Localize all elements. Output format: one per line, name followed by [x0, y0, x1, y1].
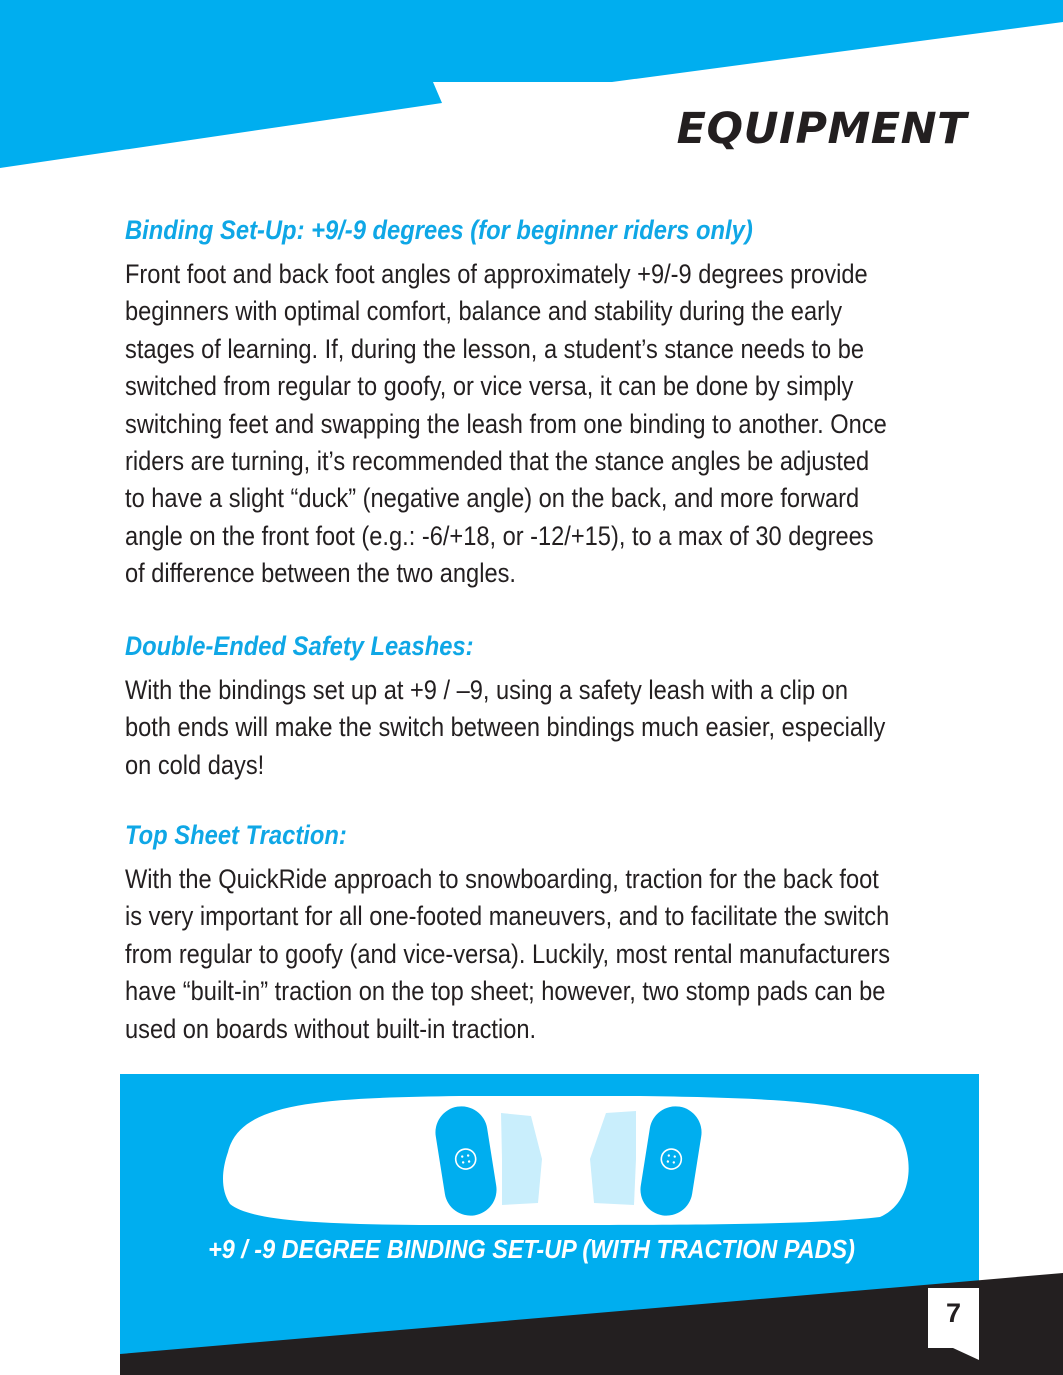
page-title: EQUIPMENT [676, 104, 967, 154]
body-line: on cold days! [125, 749, 265, 780]
section-heading: Top Sheet Traction: [125, 820, 347, 850]
body-line: used on boards without built-in traction. [125, 1013, 537, 1044]
section-heading: Binding Set-Up: +9/-9 degrees (for beginner riders only) [125, 215, 753, 245]
section-heading: Double-Ended Safety Leashes: [125, 631, 474, 661]
body-line: beginners with optimal comfort, balance and stability during the early [125, 296, 843, 327]
body-line: switched from regular to goofy, or vice versa, it can be done by simply [125, 371, 854, 402]
section-body [125, 256, 983, 593]
footer-banner [0, 1270, 1063, 1375]
snowboard-icon [223, 1096, 909, 1225]
body-line: Front foot and back foot angles of approximately +9/-9 degrees provide [125, 259, 868, 289]
body-line: have “built-in” traction on the top sheet; however, two stomp pads can be [125, 976, 886, 1007]
figure-caption: +9 / -9 DEGREE BINDING SET-UP (WITH TRACTION PADS) [208, 1234, 855, 1264]
body-line: angle on the front foot (e.g.: -6/+18, or -12/+15), to a max of 30 degrees [125, 520, 874, 551]
body-line: both ends will make the switch between bindings much easier, especially [125, 712, 886, 743]
section-body [125, 672, 983, 784]
body-line: stages of learning. If, during the lesson, a student’s stance needs to be [125, 333, 864, 364]
body-line: from regular to goofy (and vice-versa). Luckily, most rental manufacturers [125, 938, 891, 969]
footer-dark-band [120, 1273, 1063, 1375]
body-line: is very important for all one-footed maneuvers, and to facilitate the switch [125, 901, 890, 932]
section-top-sheet-traction [125, 820, 985, 1048]
body-line: switching feet and swapping the leash from one binding to another. Once [125, 408, 887, 439]
page-number: 7 [945, 1298, 962, 1328]
section-body [125, 861, 983, 1048]
section-safety-leashes [125, 631, 985, 784]
body-line: of difference between the two angles. [125, 558, 516, 589]
body-line: With the QuickRide approach to snowboarding, traction for the back foot [125, 864, 879, 894]
body-line: to have a slight “duck” (negative angle) on the back, and more forward [125, 483, 860, 514]
body-line: With the bindings set up at +9 / –9, using a safety leash with a clip on [125, 675, 848, 705]
section-binding-setup [125, 215, 985, 593]
body-line: riders are turning, it’s recommended that the stance angles be adjusted [125, 446, 870, 477]
